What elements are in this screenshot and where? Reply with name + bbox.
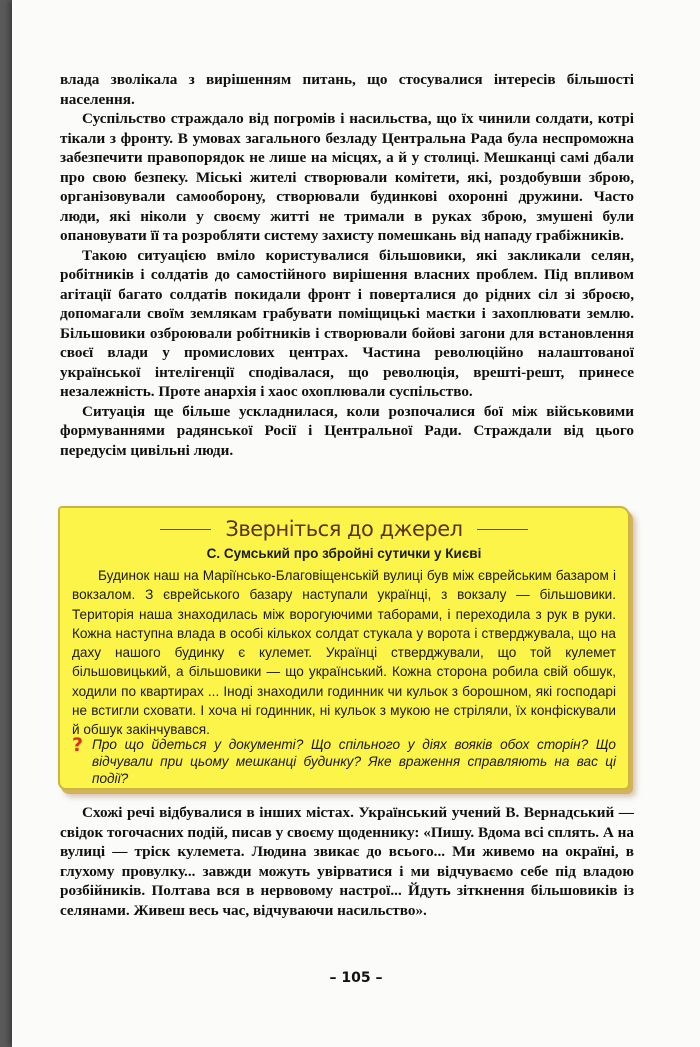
- main-text-bottom: [60, 803, 634, 920]
- paragraph: Ситуація ще більше ускладнилася, коли розпочалися бої між військовими формуваннями радянської Росії і Центральної Ради. Страждали від цього передусім цивільні люди.: [60, 402, 634, 459]
- ornament-rule-right: [477, 529, 528, 530]
- source-box-subtitle: С. Сумський про збройні сутички у Києві: [206, 546, 482, 561]
- paragraph: Суспільство страждало від погромів і насильства, що їх чинили солдати, котрі тікали з фронту. В умовах загального безладу Центральна Рада була неспроможна забезпечити правопорядок не лише на місцях, а й у столиці. Мешканці самі дбали про свою безпеку. Міські жителі створювали комітети, які, роздобувши зброю, організовували самооборону, створювали будинкові охоронні дружини. Часто люди, які ніколи у своєму житті не тримали в руках зброю, змушені були опановувати її та розробляти систему захисту помешкань від нападу грабіжників.: [60, 110, 634, 244]
- question-text: Про що йдеться у документі? Що спільного у діях вояків обох сторін? Що відчували при цьому мешканці будинку? Яке враження справляють на вас ці події?: [92, 737, 616, 786]
- paragraph: Такою ситуацією вміло користувалися більшовики, які закликали селян, робітників і солдатів до самостійного вирішення власних проблем. Під впливом агітації багато солдатів покидали фронт і поверталися до рідних сіл зі зброєю, допомагали своїм землякам грабувати поміщицькі маєтки і захоплювати землю. Більшовики озброювали робітників і створювали бойові загони для встановлення своєї влади у промислових центрах. Частина революційно налаштованої української інтелігенції сподівалася, що революція, врешті-решт, принесе незалежність. Проте анархія і хаос охоплювали суспільство.: [60, 246, 634, 400]
- paragraph: влада зволікала з вирішенням питань, що стосувалися інтересів більшості населення.: [60, 71, 634, 108]
- source-quote: Будинок наш на Маріїнсько-Благовіщенській вулиці був між єврейським базаром і вокзалом. З єврейського базару наступали українці, з вокзалу — більшовики. Територія наша знаходилась між ворогуючими таборами, і переходила з рук в руки. Кожна наступна влада в особі кількох солдат стукала у ворота і стверджувала, що на даху нашого будинку є кулемет. Українці стверджували, що той кулемет більшовицький, а більшовики — що український. Кожна сторона робила свій обшук, ходили по квартирах ... Іноді знаходили годинник чи кульок з борошном, які господарі не встигли сховати. І хоча ні годинник, ні кульок з мукою не стріляли, їх конфіскували й обшук закінчувався.: [72, 568, 616, 738]
- discussion-question: [72, 736, 616, 787]
- paragraph: Схожі речі відбувалися в інших містах. Український учений В. Вернадський — свідок тогочасних подій, писав у своєму щоденнику: «Пишу. Вдома всі сплять. А на вулиці — тріск кулемета. Людина звикає до всього... Ми живемо на окраїні, в глухому провулку... завжди можуть увірватися і ми відчуваємо себе під владою розбійників. Полтава вся в нервовому настрої... Йдуть зіткнення більшовиків із селянами. Живеш весь час, відчуваючи насильство».: [60, 804, 634, 919]
- question-mark-icon: ?: [72, 734, 84, 756]
- ornament-rule-left: [160, 529, 211, 530]
- source-box-title: Зверніться до джерел: [225, 517, 463, 541]
- source-box-header: [60, 514, 628, 544]
- main-text-top: [60, 70, 634, 460]
- source-excerpt-box: [58, 506, 630, 790]
- book-page: [12, 0, 700, 1047]
- page-number: – 105 –: [329, 970, 383, 986]
